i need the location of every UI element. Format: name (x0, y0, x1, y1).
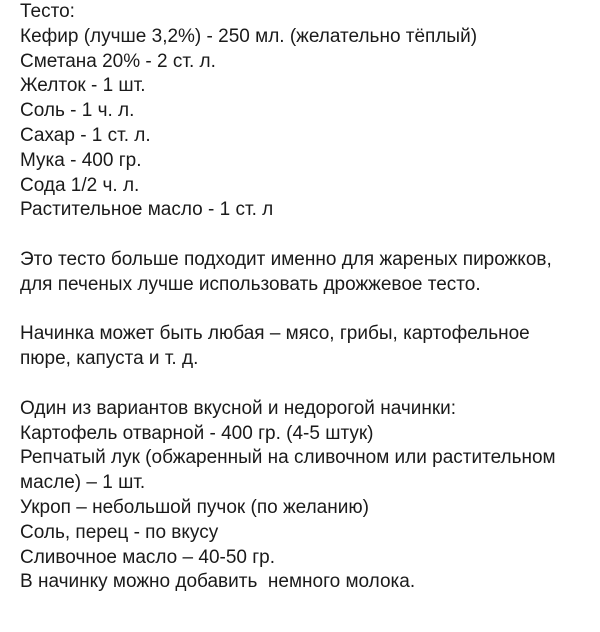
dough-item-kefir: Кефир (лучше 3,2%) - 250 мл. (желательно тёплый) (20, 25, 478, 47)
dough-item-sour-cream: Сметана 20% - 2 ст. л. (20, 50, 216, 72)
paragraph-gap (20, 372, 595, 397)
filling-heading: Один из вариантов вкусной и недорогой начинки: (20, 397, 457, 419)
filling-item-onion: Репчатый лук (обжаренный на сливочном или растительном (20, 447, 556, 469)
dough-item-sugar: Сахар - 1 ст. л. (20, 124, 151, 146)
filling-options-line: пюре, капуста и т. д. (20, 348, 199, 370)
filling-item-milk: В начинку можно добавить немного молока. (20, 571, 416, 593)
filling-item-potatoes: Картофель отварной - 400 гр. (4-5 штук) (20, 422, 374, 444)
dough-item-yolk: Желток - 1 шт. (20, 75, 146, 97)
paragraph-gap (20, 223, 595, 248)
note-line: для печеных лучше использовать дрожжевое тесто. (20, 273, 481, 295)
filling-options-line: Начинка может быть любая – мясо, грибы, картофельное (20, 323, 530, 345)
dough-item-salt: Соль - 1 ч. л. (20, 100, 135, 122)
recipe-text (20, 0, 595, 595)
dough-item-flour: Мука - 400 гр. (20, 149, 142, 171)
filling-item-butter: Сливочное масло – 40-50 гр. (20, 546, 276, 568)
paragraph-gap (20, 298, 595, 323)
dough-heading: Тесто: (20, 1, 75, 22)
dough-item-soda: Сода 1/2 ч. л. (20, 174, 140, 196)
filling-item-salt-pepper: Соль, перец - по вкусу (20, 521, 219, 543)
filling-item-onion-cont: масле) – 1 шт. (20, 472, 146, 494)
dough-item-oil: Растительное масло - 1 ст. л (20, 199, 274, 221)
filling-item-dill: Укроп – небольшой пучок (по желанию) (20, 496, 369, 518)
note-line: Это тесто больше подходит именно для жареных пирожков, (20, 248, 552, 270)
